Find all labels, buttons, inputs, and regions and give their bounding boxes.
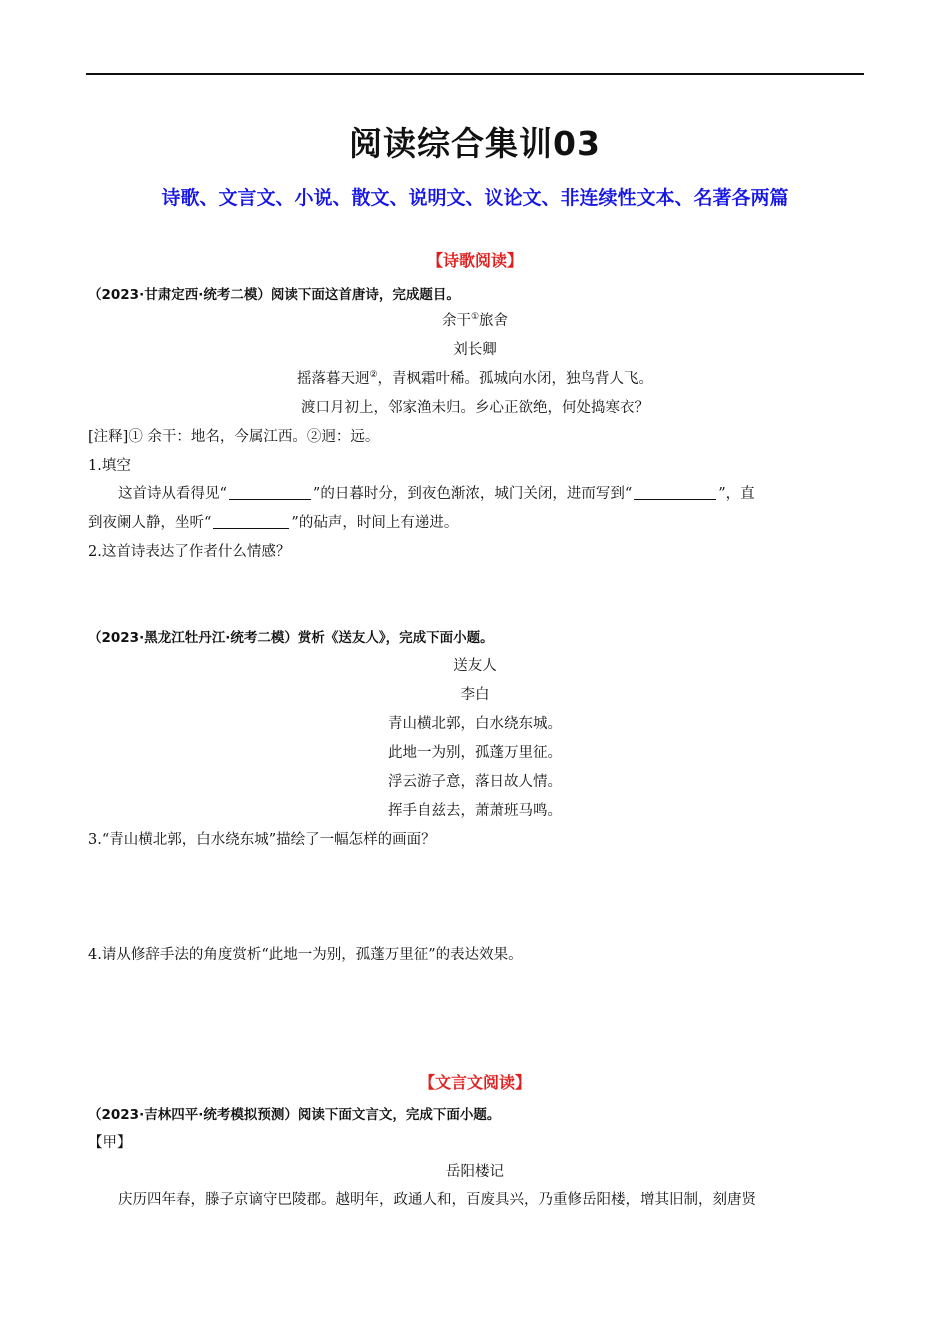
question-source-1: （2023·甘肃定西·统考二模）阅读下面这首唐诗，完成题目。 [88,287,460,303]
section-label-classical: 【文言文阅读】 [418,1073,531,1092]
question-4: 4.请从修辞手法的角度赏析“此地一为别，孤蓬万里征”的表达效果。 [88,947,523,963]
poem1-author: 刘长卿 [453,342,497,358]
classical-text-body: 庆历四年春，滕子京谪守巴陵郡。越明年，政通人和，百废具兴，乃重修岳阳楼，增其旧制，刻唐贤 [118,1192,756,1208]
poem1-line: 渡口月初上，邻家渔未归。乡心正欲绝，何处捣寒衣？ [301,400,649,416]
poem2-author: 李白 [460,687,490,703]
poem2-title: 送友人 [453,658,497,674]
poem-note: [注释]① 余干：地名，今属江西。②迥：远。 [88,429,380,445]
footnote-mark: ① [470,312,480,322]
question-1-label: 1.填空 [88,458,131,474]
poem2-line: 此地一为别，孤蓬万里征。 [388,745,562,761]
poem2-line: 青山横北郭，白水绕东城。 [388,716,562,732]
answer-blank[interactable] [213,514,289,529]
question-source-3: （2023·吉林四平·统考模拟预测）阅读下面文言文，完成下面小题。 [88,1107,501,1123]
footnote-mark: ② [369,370,378,380]
page-subtitle: 诗歌、文言文、小说、散文、说明文、议论文、非连续性文本、名著各两篇 [161,187,789,209]
question-2: 2.这首诗表达了作者什么情感？ [88,544,291,560]
poem1-title: 余干①旅舍 [441,312,509,329]
question-source-2: （2023·黑龙江牡丹江·统考二模）赏析《送友人》，完成下面小题。 [88,630,494,646]
question-1-text-cont: 到夜阑人静，坐听“ ”的砧声，时间上有递进。 [88,515,459,531]
poem2-line: 挥手自兹去，萧萧班马鸣。 [388,803,562,819]
answer-blank[interactable] [634,485,716,500]
section-label-poetry: 【诗歌阅读】 [426,251,523,270]
poem2-line: 浮云游子意，落日故人情。 [388,774,562,790]
answer-blank[interactable] [229,485,311,500]
page-title: 阅读综合集训03 [349,124,601,163]
text-title: 岳阳楼记 [446,1164,504,1180]
poem1-line: 摇落暮天迥②，青枫霜叶稀。孤城向水闭，独鸟背人飞。 [296,370,654,387]
question-3: 3.“青山横北郭，白水绕东城”描绘了一幅怎样的画面？ [88,832,436,848]
top-rule [86,73,864,75]
question-1-text: 这首诗从看得见“ ”的日暮时分，到夜色渐浓，城门关闭，进而写到“ ”，直 [118,486,755,502]
part-label: 【甲】 [88,1135,132,1151]
